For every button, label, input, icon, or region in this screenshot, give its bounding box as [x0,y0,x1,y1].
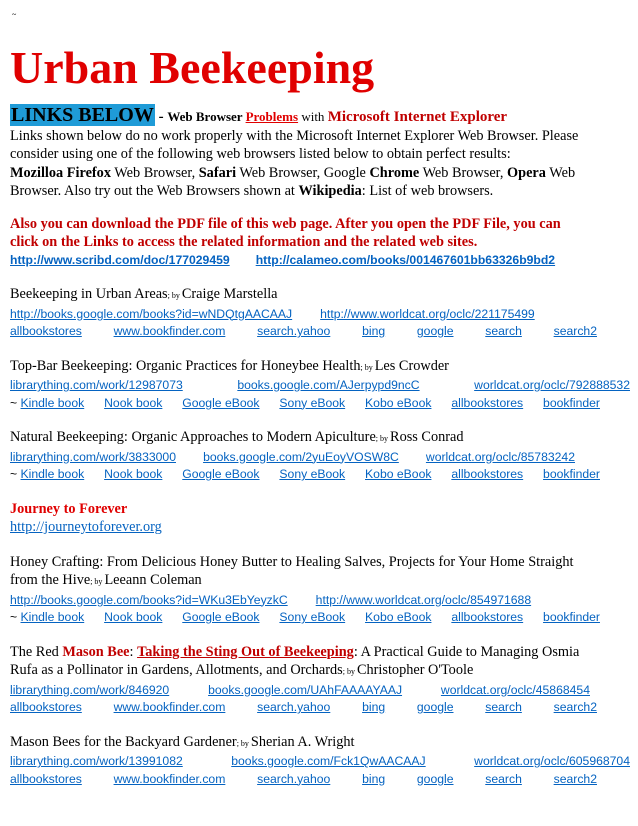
librarything-link[interactable]: librarything.com/work/846920 [10,682,170,697]
book-title-urban-areas: Beekeeping in Urban Areas; by Craige Marstella [10,286,278,302]
pdf-note-line-2: click on the Links to access the related information and the related web sites. [10,234,478,250]
search-yahoo-link[interactable]: search.yahoo [257,324,331,338]
allbookstores-link[interactable]: allbookstores [10,324,82,338]
sony-ebook-link[interactable]: Sony eBook [279,395,346,410]
intro-line-4: Browser. Also try out the Web Browsers shown at Wikipedia: List of web browsers. [10,183,494,199]
nook-link[interactable]: Nook book [104,610,163,624]
top-mark: ~ [12,10,17,19]
google-link[interactable]: google [416,324,454,338]
search2-link[interactable]: search2 [553,771,597,786]
book-links-row-2: ~ Kindle book Nook book Google eBook Sony eBook Kobo eBook allbookstores bookfinder [10,466,600,484]
bing-link[interactable]: bing [362,771,386,786]
book-links-row-2 [10,699,597,717]
links-below-badge: LINKS BELOW [11,104,154,126]
worldcat-link[interactable]: worldcat.org/oclc/45868454 [440,682,590,697]
book-links-row-2 [10,323,597,341]
book-links-row-1 [10,592,630,610]
journey-link[interactable]: http://journeytoforever.org [10,519,162,535]
google-books-link[interactable]: books.google.com/Fck1QwAACAAJ [231,754,426,768]
bookfinder-link[interactable]: bookfinder [543,467,600,481]
search-yahoo-link[interactable]: search.yahoo [257,700,331,714]
worldcat-link[interactable]: http://www.worldcat.org/oclc/854971688 [315,592,532,607]
worldcat-link[interactable]: http://www.worldcat.org/oclc/221175499 [320,306,535,321]
google-link[interactable]: google [416,700,454,714]
google-ebook-link[interactable]: Google eBook [182,610,260,624]
scribd-link[interactable]: http://www.scribd.com/doc/177029459 [10,252,230,267]
kindle-link[interactable]: Kindle book [20,395,85,410]
intro-line-3: Mozilloa Firefox Web Browser, Safari Web Browser, Google Chrome Web Browser, Opera Web [10,164,576,181]
worldcat-link[interactable]: worldcat.org/oclc/605968704 [474,754,630,768]
nook-link[interactable]: Nook book [104,395,163,410]
bookfinder-link[interactable]: bookfinder [543,610,600,624]
book-links-row-1 [10,449,575,467]
google-ebook-link[interactable]: Google eBook [182,467,260,481]
librarything-link[interactable]: librarything.com/work/13991082 [10,754,183,768]
page-title: Urban Beekeeping [10,42,375,93]
google-ebook-link[interactable]: Google eBook [182,395,260,410]
librarything-link[interactable]: librarything.com/work/12987073 [10,378,183,392]
book-links-row-2 [10,771,597,789]
book-title-top-bar: Top-Bar Beekeeping: Organic Practices for Honeybee Health; by Les Crowder [10,357,449,374]
book-links-row-1 [10,682,590,700]
search-link[interactable]: search [485,324,522,338]
kobo-ebook-link[interactable]: Kobo eBook [365,467,432,481]
kindle-link[interactable]: Kindle book [20,467,85,481]
calameo-link[interactable]: http://calameo.com/books/001467601bb63326b9bd2 [255,252,556,267]
mason-backyard-title: Mason Bees for the Backyard Gardener; by Sherian A. Wright [10,733,355,750]
google-books-link[interactable]: http://books.google.com/books?id=WKu3EbYeyzkC [10,592,288,607]
kobo-ebook-link[interactable]: Kobo eBook [365,610,432,624]
allbookstores-link[interactable]: allbookstores [10,771,82,786]
google-books-link[interactable]: books.google.com/2yuEoyVOSW8C [203,449,399,464]
sony-ebook-link[interactable]: Sony eBook [279,610,346,624]
intro-line-1: Links shown below do no work properly with the Microsoft Internet Explorer Web Browser. Please [10,127,579,144]
google-books-link[interactable]: books.google.com/UAhFAAAAYAAJ [208,682,403,697]
kindle-link[interactable]: Kindle book [20,610,85,624]
bing-link[interactable]: bing [362,324,386,338]
allbookstores-link[interactable]: allbookstores [451,467,524,481]
book-links-row-2: ~ Kindle book Nook book Google eBook Sony eBook Kobo eBook allbookstores bookfinder [10,609,600,627]
worldcat-link[interactable]: worldcat.org/oclc/85783242 [425,449,575,464]
search-link[interactable]: search [485,771,522,786]
journey-title: Journey to Forever [10,500,128,517]
worldcat-link[interactable]: worldcat.org/oclc/792888532 [474,378,630,392]
google-books-link[interactable]: http://books.google.com/books?id=wNDQtgAACAAJ [10,306,293,321]
book-links-row-1 [10,753,630,771]
problems-text: Problems [245,109,299,124]
search-link[interactable]: search [485,700,522,714]
sony-ebook-link[interactable]: Sony eBook [279,467,346,481]
allbookstores-link[interactable]: allbookstores [451,610,524,624]
mason-title-line-1: The Red Mason Bee: Taking the Sting Out of Beekeeping: A Practical Guide to Managing Osmia [10,643,580,660]
bing-link[interactable]: bing [362,700,386,714]
bookfinder-link[interactable]: www.bookfinder.com [113,324,226,338]
bookfinder-link[interactable]: www.bookfinder.com [113,700,226,714]
book-links-row-1 [10,306,630,324]
book-title-natural: Natural Beekeeping: Organic Approaches to Modern Apiculture; by Ross Conrad [10,429,464,445]
pdf-note-line-1: Also you can download the PDF file of this web page. After you open the PDF File, you can [10,215,561,232]
book-links-row-2: ~ Kindle book Nook book Google eBook Sony eBook Kobo eBook allbookstores bookfinder [10,395,600,413]
search2-link[interactable]: search2 [553,324,597,338]
book-links-row-1 [10,377,630,395]
kobo-ebook-link[interactable]: Kobo eBook [365,395,432,410]
mason-title-line-2: Rufa as a Pollinator in Gardens, Allotments, and Orchards; by Christopher O'Toole [10,662,474,678]
allbookstores-link[interactable]: allbookstores [10,700,82,714]
document-body [10,106,630,788]
search-yahoo-link[interactable]: search.yahoo [257,771,331,786]
nook-link[interactable]: Nook book [104,467,163,481]
intro-line-2: consider using one of the following web browsers listed below to obtain perfect results: [10,146,511,162]
allbookstores-link[interactable]: allbookstores [451,395,524,410]
bookfinder-link[interactable]: bookfinder [543,395,600,410]
browser-warning-header: LINKS BELOW - Web Browser Problems with Microsoft Internet Explorer [11,104,508,126]
librarything-link[interactable]: librarything.com/work/3833000 [10,449,176,464]
google-books-link[interactable]: books.google.com/AJerpypd9ncC [237,378,420,392]
honey-title-line-2: from the Hive; by Leeann Coleman [10,572,202,588]
search2-link[interactable]: search2 [553,700,597,714]
honey-title-line-1: Honey Crafting: From Delicious Honey Butter to Healing Salves, Projects for Your Home Straight [10,553,574,570]
bookfinder-link[interactable]: www.bookfinder.com [113,771,226,786]
google-link[interactable]: google [416,771,454,786]
pdf-links [10,252,630,270]
